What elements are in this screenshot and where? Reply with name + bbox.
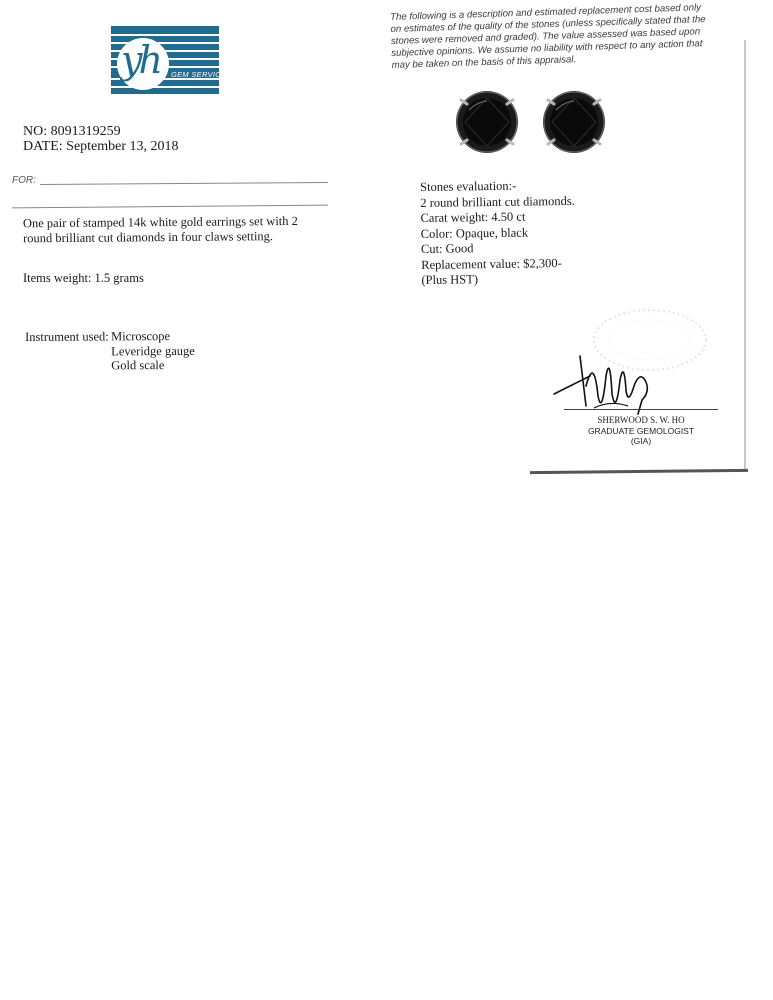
signature bbox=[550, 346, 660, 426]
replacement-value: Replacement value: $2,300- bbox=[421, 255, 562, 272]
instruments-label: Instrument used: bbox=[25, 329, 109, 344]
disclaimer-text: The following is a description and estimated replacement cost based only on estimates of the quality of the stones (unless specifically stated that the stones were removed and graded). The value assessed was based upon subjective opinions. We assume no liability with respect to any action that may be taken on the basis of this appraisal. bbox=[390, 2, 706, 71]
signer-block bbox=[564, 415, 718, 447]
logo-monogram: yh bbox=[121, 38, 159, 82]
item-description: One pair of stamped 14k white gold earrings set with 2 round brilliant cut diamonds in four claws setting. bbox=[22, 213, 298, 246]
instrument-item: Gold scale bbox=[111, 358, 165, 373]
stones-evaluation bbox=[420, 178, 576, 289]
signer-cert: (GIA) bbox=[630, 436, 652, 446]
tax-note: (Plus HST) bbox=[421, 272, 479, 287]
stones-heading: Stones evaluation:- bbox=[420, 178, 517, 194]
black-diamond-earring-photo bbox=[453, 88, 521, 156]
logo-subtitle: GEM SERVICES bbox=[171, 70, 232, 79]
carat-weight: Carat weight: 4.50 ct bbox=[420, 209, 526, 225]
sheet-right-edge bbox=[744, 40, 746, 470]
appraisal-number: NO: 8091319259 bbox=[23, 124, 121, 139]
stone-color: Color: Opaque, black bbox=[420, 224, 529, 241]
instrument-item: Microscope bbox=[110, 328, 171, 344]
signer-name: SHERWOOD S. W. HO bbox=[597, 415, 685, 425]
sheet-bottom-edge bbox=[530, 469, 748, 474]
black-diamond-earring-photo bbox=[540, 88, 608, 156]
signature-line bbox=[564, 409, 718, 410]
stones-count: 2 round brilliant cut diamonds. bbox=[420, 193, 575, 210]
items-weight: Items weight: 1.5 grams bbox=[23, 271, 144, 285]
logo-monogram-badge bbox=[117, 38, 169, 90]
for-label: FOR: bbox=[12, 175, 36, 186]
separator-line bbox=[12, 205, 328, 209]
company-logo bbox=[111, 26, 232, 94]
instrument-item: Leveridge gauge bbox=[111, 343, 195, 358]
stone-cut: Cut: Good bbox=[420, 241, 474, 256]
signer-title: GRADUATE GEMOLOGIST bbox=[587, 425, 695, 436]
for-blank-line bbox=[40, 182, 328, 185]
appraisal-date: DATE: September 13, 2018 bbox=[23, 139, 179, 154]
